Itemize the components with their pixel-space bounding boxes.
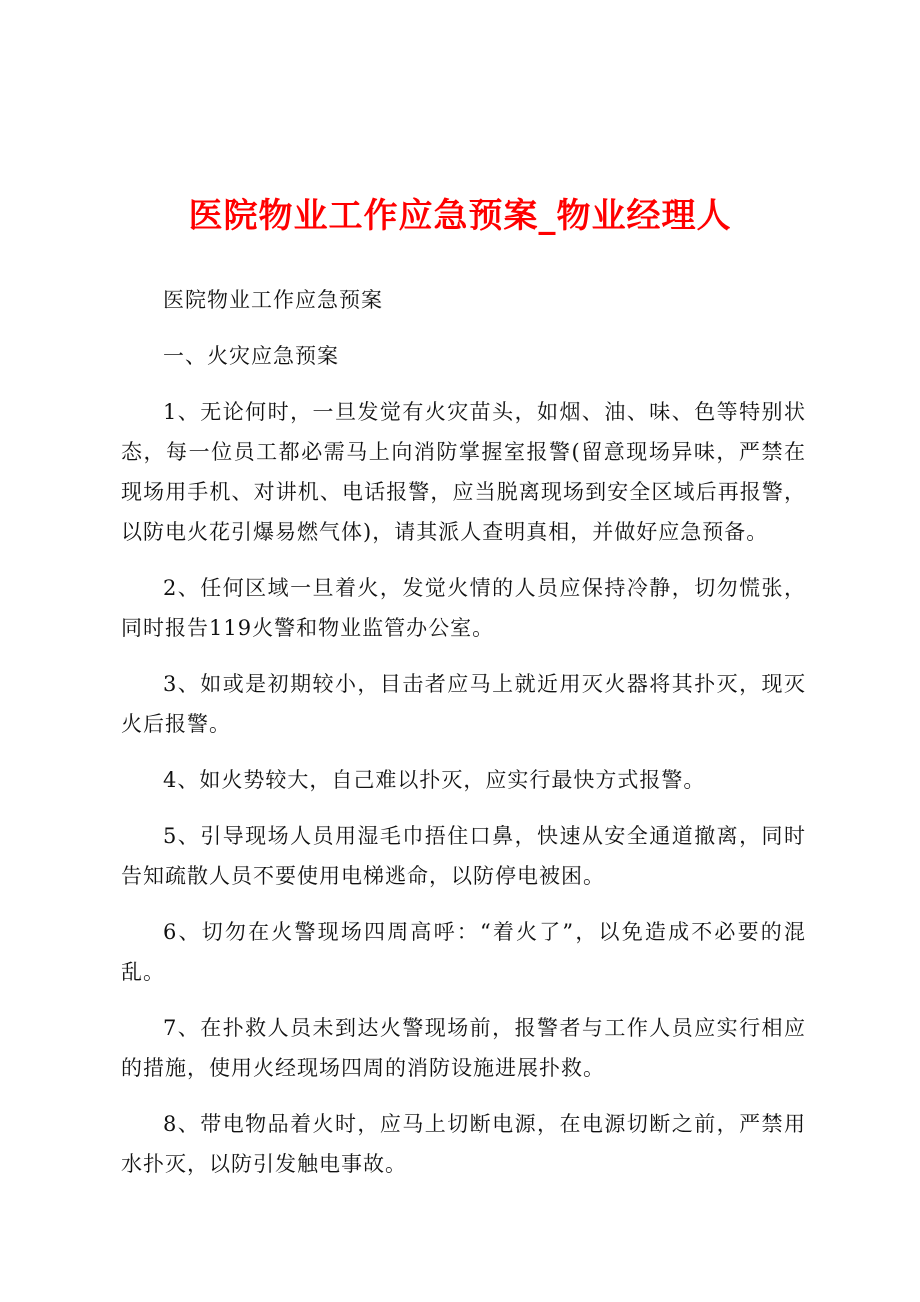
paragraph-item-1: 1、无论何时，一旦发觉有火灾苗头，如烟、油、味、色等特别状态，每一位员工都必需马上向消防掌握室报警(留意现场异味，严禁在现场用手机、对讲机、电话报警，应当脱离现场到安全区域后再报警，以防电火花引爆易燃气体)，请其派人查明真相，并做好应急预备。 (121, 400, 806, 544)
paragraph-heading: 医院物业工作应急预案 (163, 288, 383, 312)
paragraph-item-4: 4、如火势较大，自己难以扑灭，应实行最快方式报警。 (163, 768, 706, 792)
document-body (121, 280, 806, 1200)
paragraph-section-fire: 一、火灾应急预案 (163, 344, 339, 368)
paragraph-item-3: 3、如或是初期较小，目击者应马上就近用灭火器将其扑灭，现灭火后报警。 (121, 672, 806, 736)
paragraph-item-5: 5、引导现场人员用湿毛巾捂住口鼻，快速从安全通道撤离，同时告知疏散人员不要使用电梯逃命，以防停电被困。 (121, 824, 806, 888)
paragraph-item-7: 7、在扑救人员未到达火警现场前，报警者与工作人员应实行相应的措施，使用火经现场四周的消防设施进展扑救。 (121, 1016, 806, 1080)
paragraph-item-6: 6、切勿在火警现场四周高呼：“着火了”，以免造成不必要的混乱。 (121, 920, 806, 984)
paragraph-item-2: 2、任何区域一旦着火，发觉火情的人员应保持冷静，切勿慌张，同时报告119火警和物业监管办公室。 (121, 576, 806, 640)
paragraph-item-8: 8、带电物品着火时，应马上切断电源，在电源切断之前，严禁用水扑灭，以防引发触电事故。 (121, 1112, 806, 1176)
document-title: 医院物业工作应急预案_物业经理人 (188, 196, 732, 236)
